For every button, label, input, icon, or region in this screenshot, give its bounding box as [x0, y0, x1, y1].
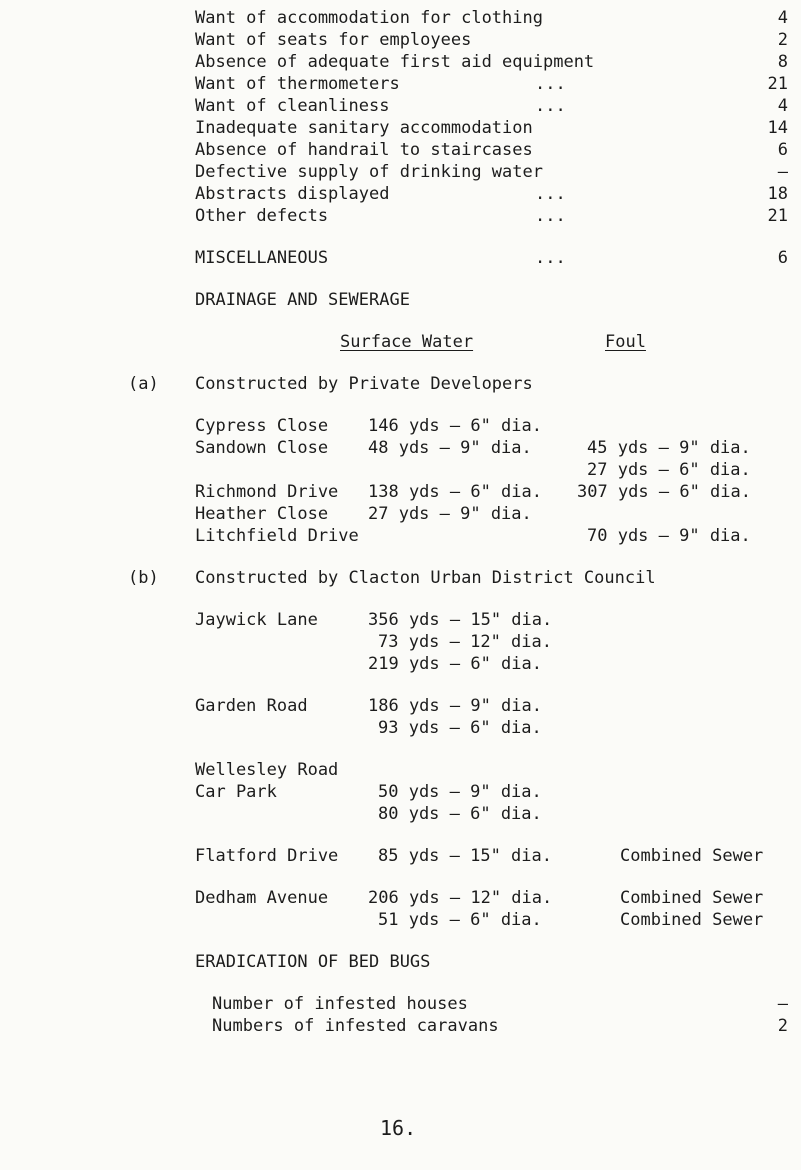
surface-water-pipe: 138 yds – 6" dia. — [368, 482, 542, 502]
sewer-type-note: Combined Sewer — [620, 888, 764, 908]
foul-column-heading: Foul — [605, 332, 646, 352]
foul-pipe: 70 yds – 9" dia. — [587, 526, 751, 546]
defect-count: 8 — [777, 52, 788, 72]
street-name: Dedham Avenue — [195, 888, 329, 908]
defect-count: – — [777, 162, 788, 182]
bed-bugs-count: – — [777, 994, 788, 1014]
defect-label: Absence of adequate first aid equipment — [195, 52, 595, 72]
bed-bugs-count: 2 — [777, 1016, 788, 1036]
street-name: Litchfield Drive — [195, 526, 359, 546]
street-name: Cypress Close — [195, 416, 329, 436]
miscellaneous-count: 6 — [777, 248, 788, 268]
foul-pipe: 27 yds – 6" dia. — [587, 460, 751, 480]
street-name: Car Park — [195, 782, 277, 802]
street-name: Flatford Drive — [195, 846, 339, 866]
bed-bugs-label: Numbers of infested caravans — [212, 1016, 499, 1036]
defect-label: Inadequate sanitary accommodation — [195, 118, 533, 138]
section-a-marker: (a) — [128, 374, 159, 394]
street-name: Heather Close — [195, 504, 329, 524]
section-a-title: Constructed by Private Developers — [195, 374, 533, 394]
sewer-type-note: Combined Sewer — [620, 910, 764, 930]
defect-count: 14 — [767, 118, 788, 138]
bed-bugs-label: Number of infested houses — [212, 994, 468, 1014]
defect-label: Other defects — [195, 206, 329, 226]
sewer-pipe: 93 yds – 6" dia. — [378, 718, 542, 738]
surface-water-pipe: 146 yds – 6" dia. — [368, 416, 542, 436]
surface-water-pipe: 48 yds – 9" dia. — [368, 438, 532, 458]
leader-dots: ... — [535, 248, 566, 268]
sewer-pipe: 80 yds – 6" dia. — [378, 804, 542, 824]
defect-count: 21 — [767, 74, 788, 94]
leader-dots: ... — [535, 96, 566, 116]
sewer-pipe: 206 yds – 12" dia. — [368, 888, 553, 908]
defect-label: Want of accommodation for clothing — [195, 8, 543, 28]
defect-count: 4 — [777, 96, 788, 116]
street-name: Sandown Close — [195, 438, 329, 458]
sewer-pipe: 186 yds – 9" dia. — [368, 696, 542, 716]
defect-count: 6 — [777, 140, 788, 160]
sewer-pipe: 85 yds – 15" dia. — [378, 846, 552, 866]
sewer-pipe: 356 yds – 15" dia. — [368, 610, 553, 630]
surface-water-pipe: 27 yds – 9" dia. — [368, 504, 532, 524]
defect-label: Abstracts displayed — [195, 184, 390, 204]
street-name: Richmond Drive — [195, 482, 339, 502]
defect-count: 2 — [777, 30, 788, 50]
foul-pipe: 45 yds – 9" dia. — [587, 438, 751, 458]
defect-count: 18 — [767, 184, 788, 204]
bed-bugs-heading: ERADICATION OF BED BUGS — [195, 952, 431, 972]
sewer-pipe: 73 yds – 12" dia. — [378, 632, 552, 652]
defect-label: Want of thermometers — [195, 74, 400, 94]
surface-water-column-heading: Surface Water — [340, 332, 474, 352]
miscellaneous-heading: MISCELLANEOUS — [195, 248, 329, 268]
defect-label: Want of seats for employees — [195, 30, 472, 50]
sewer-pipe: 51 yds – 6" dia. — [378, 910, 542, 930]
street-name: Garden Road — [195, 696, 308, 716]
defect-label: Defective supply of drinking water — [195, 162, 543, 182]
defect-count: 21 — [767, 206, 788, 226]
sewer-pipe: 219 yds – 6" dia. — [368, 654, 542, 674]
street-name: Wellesley Road — [195, 760, 339, 780]
sewer-pipe: 50 yds – 9" dia. — [378, 782, 542, 802]
leader-dots: ... — [535, 74, 566, 94]
section-b-title: Constructed by Clacton Urban District Council — [195, 568, 656, 588]
leader-dots: ... — [535, 184, 566, 204]
section-b-marker: (b) — [128, 568, 159, 588]
leader-dots: ... — [535, 206, 566, 226]
page-number: 16. — [380, 1116, 417, 1140]
drainage-heading: DRAINAGE AND SEWERAGE — [195, 290, 410, 310]
defect-label: Want of cleanliness — [195, 96, 390, 116]
sewer-type-note: Combined Sewer — [620, 846, 764, 866]
defect-count: 4 — [777, 8, 788, 28]
foul-pipe: 307 yds – 6" dia. — [577, 482, 751, 502]
defect-label: Absence of handrail to staircases — [195, 140, 533, 160]
street-name: Jaywick Lane — [195, 610, 318, 630]
